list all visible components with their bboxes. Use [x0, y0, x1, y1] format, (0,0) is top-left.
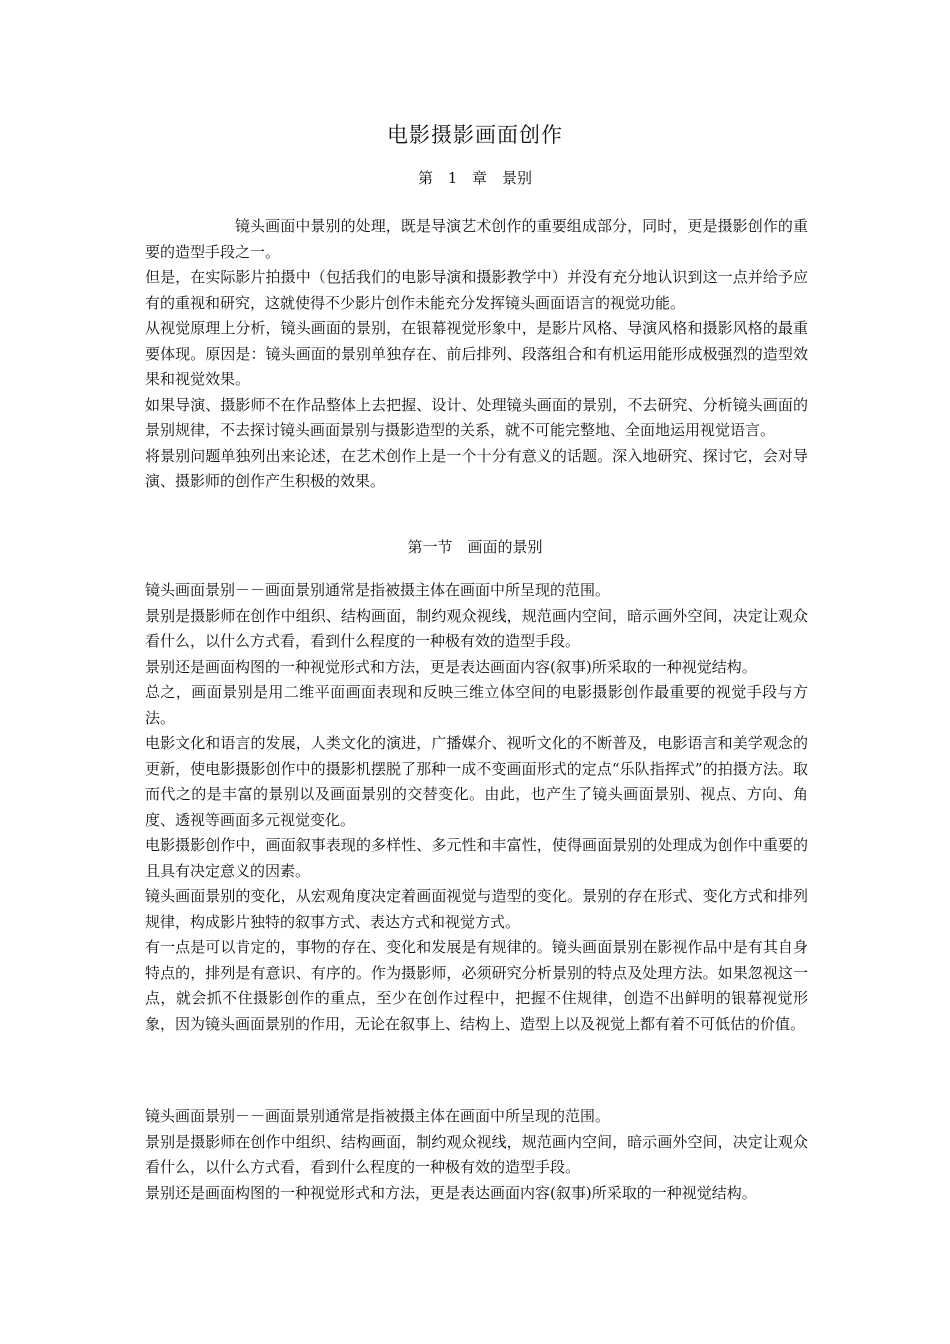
paragraph: 景别还是画面构图的一种视觉形式和方法，更是表达画面内容(叙事)所采取的一种视觉结构。 [145, 657, 757, 676]
document-title: 电影摄影画面创作 [387, 123, 563, 147]
paragraph: 景别是摄影师在创作中组织、结构画面，制约观众视线，规范画内空间，暗示画外空间，决定让观众看什么，以什么方式看，看到什么程度的一种极有效的造型手段。 [145, 1132, 808, 1176]
paragraph: 但是，在实际影片拍摄中（包括我们的电影导演和摄影教学中）并没有充分地认识到这一点并给予应有的重视和研究，这就使得不少影片创作未能充分发挥镜头画面语言的视觉功能。 [145, 268, 808, 312]
paragraph: 电影文化和语言的发展，人类文化的演进，广播媒介、视听文化的不断普及，电影语言和美学观念的更新，使电影摄影创作中的摄影机摆脱了那种一成不变画面形式的定点“乐队指挥式”的拍摄方法。取而代之的是丰富的景别以及画面景别的交替变化。由此，也产生了镜头画面景别、视点、方向、角度、透视等画面多元视觉变化。 [145, 734, 808, 829]
repeated-section-body [145, 1104, 808, 1206]
section-body [145, 578, 808, 1037]
paragraph: 镜头画面景别的变化，从宏观角度决定着画面视觉与造型的变化。景别的存在形式、变化方式和排列规律，构成影片独特的叙事方式、表达方式和视觉方式。 [145, 887, 808, 931]
chapter-intro [145, 214, 808, 495]
paragraph: 如果导演、摄影师不在作品整体上去把握、设计、处理镜头画面的景别，不去研究、分析镜头画面的景别规律，不去探讨镜头画面景别与摄影造型的关系，就不可能完整地、全面地运用视觉语言。 [145, 395, 808, 439]
paragraph: 景别还是画面构图的一种视觉形式和方法，更是表达画面内容(叙事)所采取的一种视觉结构。 [145, 1183, 757, 1202]
paragraph: 镜头画面景别－－画面景别通常是指被摄主体在画面中所呈现的范围。 [145, 581, 611, 599]
paragraph: 总之，画面景别是用二维平面画面表现和反映三维立体空间的电影摄影创作最重要的视觉手段与方法。 [145, 683, 808, 727]
section-heading: 第一节 画面的景别 [407, 538, 543, 556]
paragraph: 从视觉原理上分析，镜头画面的景别，在银幕视觉形象中，是影片风格、导演风格和摄影风格的最重要体现。原因是：镜头画面的景别单独存在、前后排列、段落组合和有机运用能形成极强烈的造型效果和视觉效果。 [145, 319, 808, 388]
paragraph: 镜头画面中景别的处理，既是导演艺术创作的重要组成部分，同时，更是摄影创作的重要的造型手段之一。 [145, 217, 808, 261]
paragraph: 镜头画面景别－－画面景别通常是指被摄主体在画面中所呈现的范围。 [145, 1107, 611, 1125]
paragraph: 景别是摄影师在创作中组织、结构画面，制约观众视线，规范画内空间，暗示画外空间，决定让观众看什么，以什么方式看，看到什么程度的一种极有效的造型手段。 [145, 606, 808, 650]
paragraph: 电影摄影创作中，画面叙事表现的多样性、多元性和丰富性，使得画面景别的处理成为创作中重要的且具有决定意义的因素。 [145, 836, 808, 880]
paragraph: 将景别问题单独列出来论述，在艺术创作上是一个十分有意义的话题。深入地研究、探讨它，会对导演、摄影师的创作产生积极的效果。 [145, 446, 808, 490]
chapter-heading: 第 1 章 景别 [417, 169, 533, 187]
paragraph: 有一点是可以肯定的，事物的存在、变化和发展是有规律的。镜头画面景别在影视作品中是有其自身特点的，排列是有意识、有序的。作为摄影师，必须研究分析景别的特点及处理方法。如果忽视这一点，就会抓不住摄影创作的重点，至少在创作过程中，把握不住规律，创造不出鲜明的银幕视觉形象，因为镜头画面景别的作用，无论在叙事上、结构上、造型上以及视觉上都有着不可低估的价值。 [145, 938, 808, 1033]
